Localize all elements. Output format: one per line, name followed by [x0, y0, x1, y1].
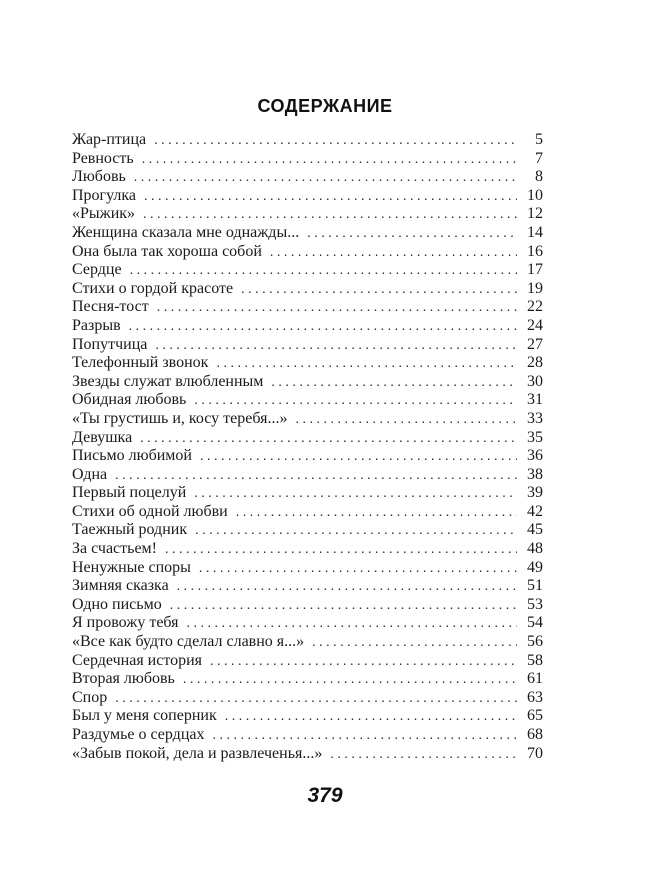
toc-entry-title: Вторая любовь: [72, 670, 175, 688]
toc-entry: [72, 410, 543, 429]
toc-entry-title: Одна: [72, 465, 108, 483]
toc-entry-page: 36: [527, 447, 543, 465]
toc-dot-leader: [330, 746, 517, 765]
toc-dot-leader: [271, 374, 517, 393]
toc-entry-title: Ненужные споры: [72, 558, 191, 576]
toc-dot-leader: [142, 151, 517, 170]
toc-dot-leader: [241, 281, 517, 300]
toc-dot-leader: [270, 244, 517, 263]
toc-entry-page: 63: [527, 688, 543, 706]
toc-entry-page: 12: [527, 205, 543, 223]
toc-dot-leader: [129, 318, 517, 337]
toc-dot-leader: [295, 411, 517, 430]
toc-entry: [72, 707, 543, 726]
toc-entry: [72, 298, 543, 317]
toc-entry: [72, 205, 543, 224]
page-heading: СОДЕРЖАНИЕ: [257, 96, 393, 116]
toc-entry-page: 68: [527, 726, 543, 743]
toc-entry-page: 24: [527, 316, 543, 334]
toc-dot-leader: [143, 206, 517, 225]
toc-entry: [72, 745, 543, 764]
toc-dot-leader: [115, 467, 517, 486]
toc-entry: [72, 652, 543, 671]
toc-entry: [72, 689, 543, 708]
toc-entry: [72, 429, 543, 448]
toc-entry-title: Разрыв: [72, 316, 121, 334]
toc-entry-page: 70: [527, 744, 543, 762]
toc-entry-page: 53: [527, 595, 543, 613]
toc-entry-title: Песня-тост: [72, 298, 149, 316]
toc-entry: [72, 243, 543, 262]
toc-entry-title: За счастьем!: [72, 540, 157, 558]
toc-entry-page: 65: [527, 707, 543, 725]
toc-dot-leader: [312, 634, 517, 653]
toc-entry-title: Попутчица: [72, 335, 148, 353]
toc-entry-page: 56: [527, 633, 543, 651]
toc-entry: [72, 726, 543, 745]
toc-dot-leader: [194, 392, 517, 411]
toc-dot-leader: [199, 560, 517, 579]
toc-entry-title: Любовь: [72, 168, 126, 186]
toc-entry-page: 39: [527, 484, 543, 502]
toc-entry-title: Таежный родник: [72, 521, 188, 539]
toc-dot-leader: [155, 337, 517, 356]
toc-entry: [72, 187, 543, 206]
toc-dot-leader: [195, 522, 517, 541]
toc-entry: [72, 484, 543, 503]
toc-entry-page: 54: [527, 614, 543, 632]
toc-entry: [72, 373, 543, 392]
toc-entry: [72, 150, 543, 169]
toc-dot-leader: [144, 188, 517, 207]
toc-entry-title: Ревность: [72, 149, 134, 167]
toc-dot-leader: [307, 225, 517, 244]
toc-entry-page: 35: [527, 428, 543, 446]
toc-entry-page: 10: [527, 186, 543, 204]
toc-entry: [72, 447, 543, 466]
page-number: 379: [307, 784, 343, 807]
toc-dot-leader: [212, 727, 517, 746]
toc-entry: [72, 577, 543, 596]
toc-entry-title: Спор: [72, 688, 108, 706]
toc-entry-page: 14: [527, 223, 543, 241]
toc-entry-title: Телефонный звонок: [72, 354, 209, 372]
toc-entry-page: 5: [535, 131, 543, 148]
toc-entry: [72, 168, 543, 187]
toc-entry: [72, 670, 543, 689]
toc-entry: [72, 559, 543, 578]
toc-entry-page: 45: [527, 521, 543, 539]
toc-entry-title: Сердце: [72, 261, 122, 279]
toc-entry: [72, 317, 543, 336]
toc-entry-page: 31: [527, 391, 543, 409]
toc-entry: [72, 261, 543, 280]
toc-entry-page: 22: [527, 298, 543, 316]
toc-dot-leader: [210, 653, 517, 672]
toc-entry: [72, 503, 543, 522]
table-of-contents: [72, 131, 543, 763]
toc-dot-leader: [177, 578, 517, 597]
toc-entry-title: Девушка: [72, 428, 133, 446]
toc-entry-title: Раздумье о сердцах: [72, 726, 205, 743]
toc-entry: [72, 280, 543, 299]
toc-entry-title: Она была так хороша собой: [72, 242, 262, 260]
toc-entry-title: Прогулка: [72, 186, 137, 204]
toc-entry: [72, 224, 543, 243]
toc-entry-title: Зимняя сказка: [72, 577, 169, 595]
toc-entry: [72, 596, 543, 615]
toc-dot-leader: [134, 169, 517, 188]
toc-entry-title: Одно письмо: [72, 595, 162, 613]
toc-entry-title: Звезды служат влюбленным: [72, 372, 264, 390]
toc-dot-leader: [236, 504, 517, 523]
toc-entry-page: 42: [527, 502, 543, 520]
toc-entry-page: 17: [527, 261, 543, 279]
toc-dot-leader: [183, 671, 517, 690]
toc-entry-page: 51: [527, 577, 543, 595]
toc-dot-leader: [216, 355, 517, 374]
toc-entry-page: 27: [527, 335, 543, 353]
toc-dot-leader: [130, 262, 517, 281]
toc-entry: [72, 336, 543, 355]
toc-entry-page: 7: [535, 149, 543, 167]
toc-entry: [72, 466, 543, 485]
toc-entry-page: 19: [527, 279, 543, 297]
toc-entry-page: 61: [527, 670, 543, 688]
toc-entry: [72, 540, 543, 559]
toc-entry-title: «Ты грустишь и, косу теребя...»: [72, 409, 288, 427]
toc-dot-leader: [225, 708, 517, 727]
toc-entry-page: 28: [527, 354, 543, 372]
toc-entry-title: Стихи об одной любви: [72, 502, 228, 520]
toc-dot-leader: [157, 299, 517, 318]
toc-entry: [72, 614, 543, 633]
toc-dot-leader: [154, 132, 517, 151]
toc-entry: [72, 391, 543, 410]
toc-entry-page: 49: [527, 558, 543, 576]
toc-entry-page: 30: [527, 372, 543, 390]
toc-dot-leader: [115, 690, 517, 709]
toc-entry-title: Я провожу тебя: [72, 614, 179, 632]
toc-entry-page: 8: [535, 168, 543, 186]
toc-entry-title: Обидная любовь: [72, 391, 187, 409]
toc-entry-page: 48: [527, 540, 543, 558]
toc-entry-page: 16: [527, 242, 543, 260]
toc-entry-page: 38: [527, 465, 543, 483]
toc-entry: [72, 354, 543, 373]
toc-entry-page: 33: [527, 409, 543, 427]
toc-entry-title: Был у меня соперник: [72, 707, 217, 725]
toc-entry-title: Жар-птица: [72, 131, 147, 148]
toc-dot-leader: [200, 448, 517, 467]
toc-entry-title: Сердечная история: [72, 651, 203, 669]
toc-entry-title: Первый поцелуй: [72, 484, 187, 502]
toc-entry-title: «Забыв покой, дела и развлеченья...»: [72, 744, 323, 762]
toc-entry-title: «Рыжик»: [72, 205, 136, 223]
toc-entry: [72, 131, 543, 150]
toc-entry-title: Женщина сказала мне однажды...: [72, 223, 300, 241]
toc-dot-leader: [187, 615, 517, 634]
toc-dot-leader: [140, 430, 517, 449]
toc-entry-title: «Все как будто сделал славно я...»: [72, 633, 305, 651]
toc-entry-page: 58: [527, 651, 543, 669]
toc-entry: [72, 633, 543, 652]
toc-dot-leader: [165, 541, 517, 560]
toc-entry: [72, 521, 543, 540]
toc-entry-title: Письмо любимой: [72, 447, 192, 465]
toc-dot-leader: [194, 485, 517, 504]
toc-dot-leader: [170, 597, 517, 616]
toc-entry-title: Стихи о гордой красоте: [72, 279, 234, 297]
